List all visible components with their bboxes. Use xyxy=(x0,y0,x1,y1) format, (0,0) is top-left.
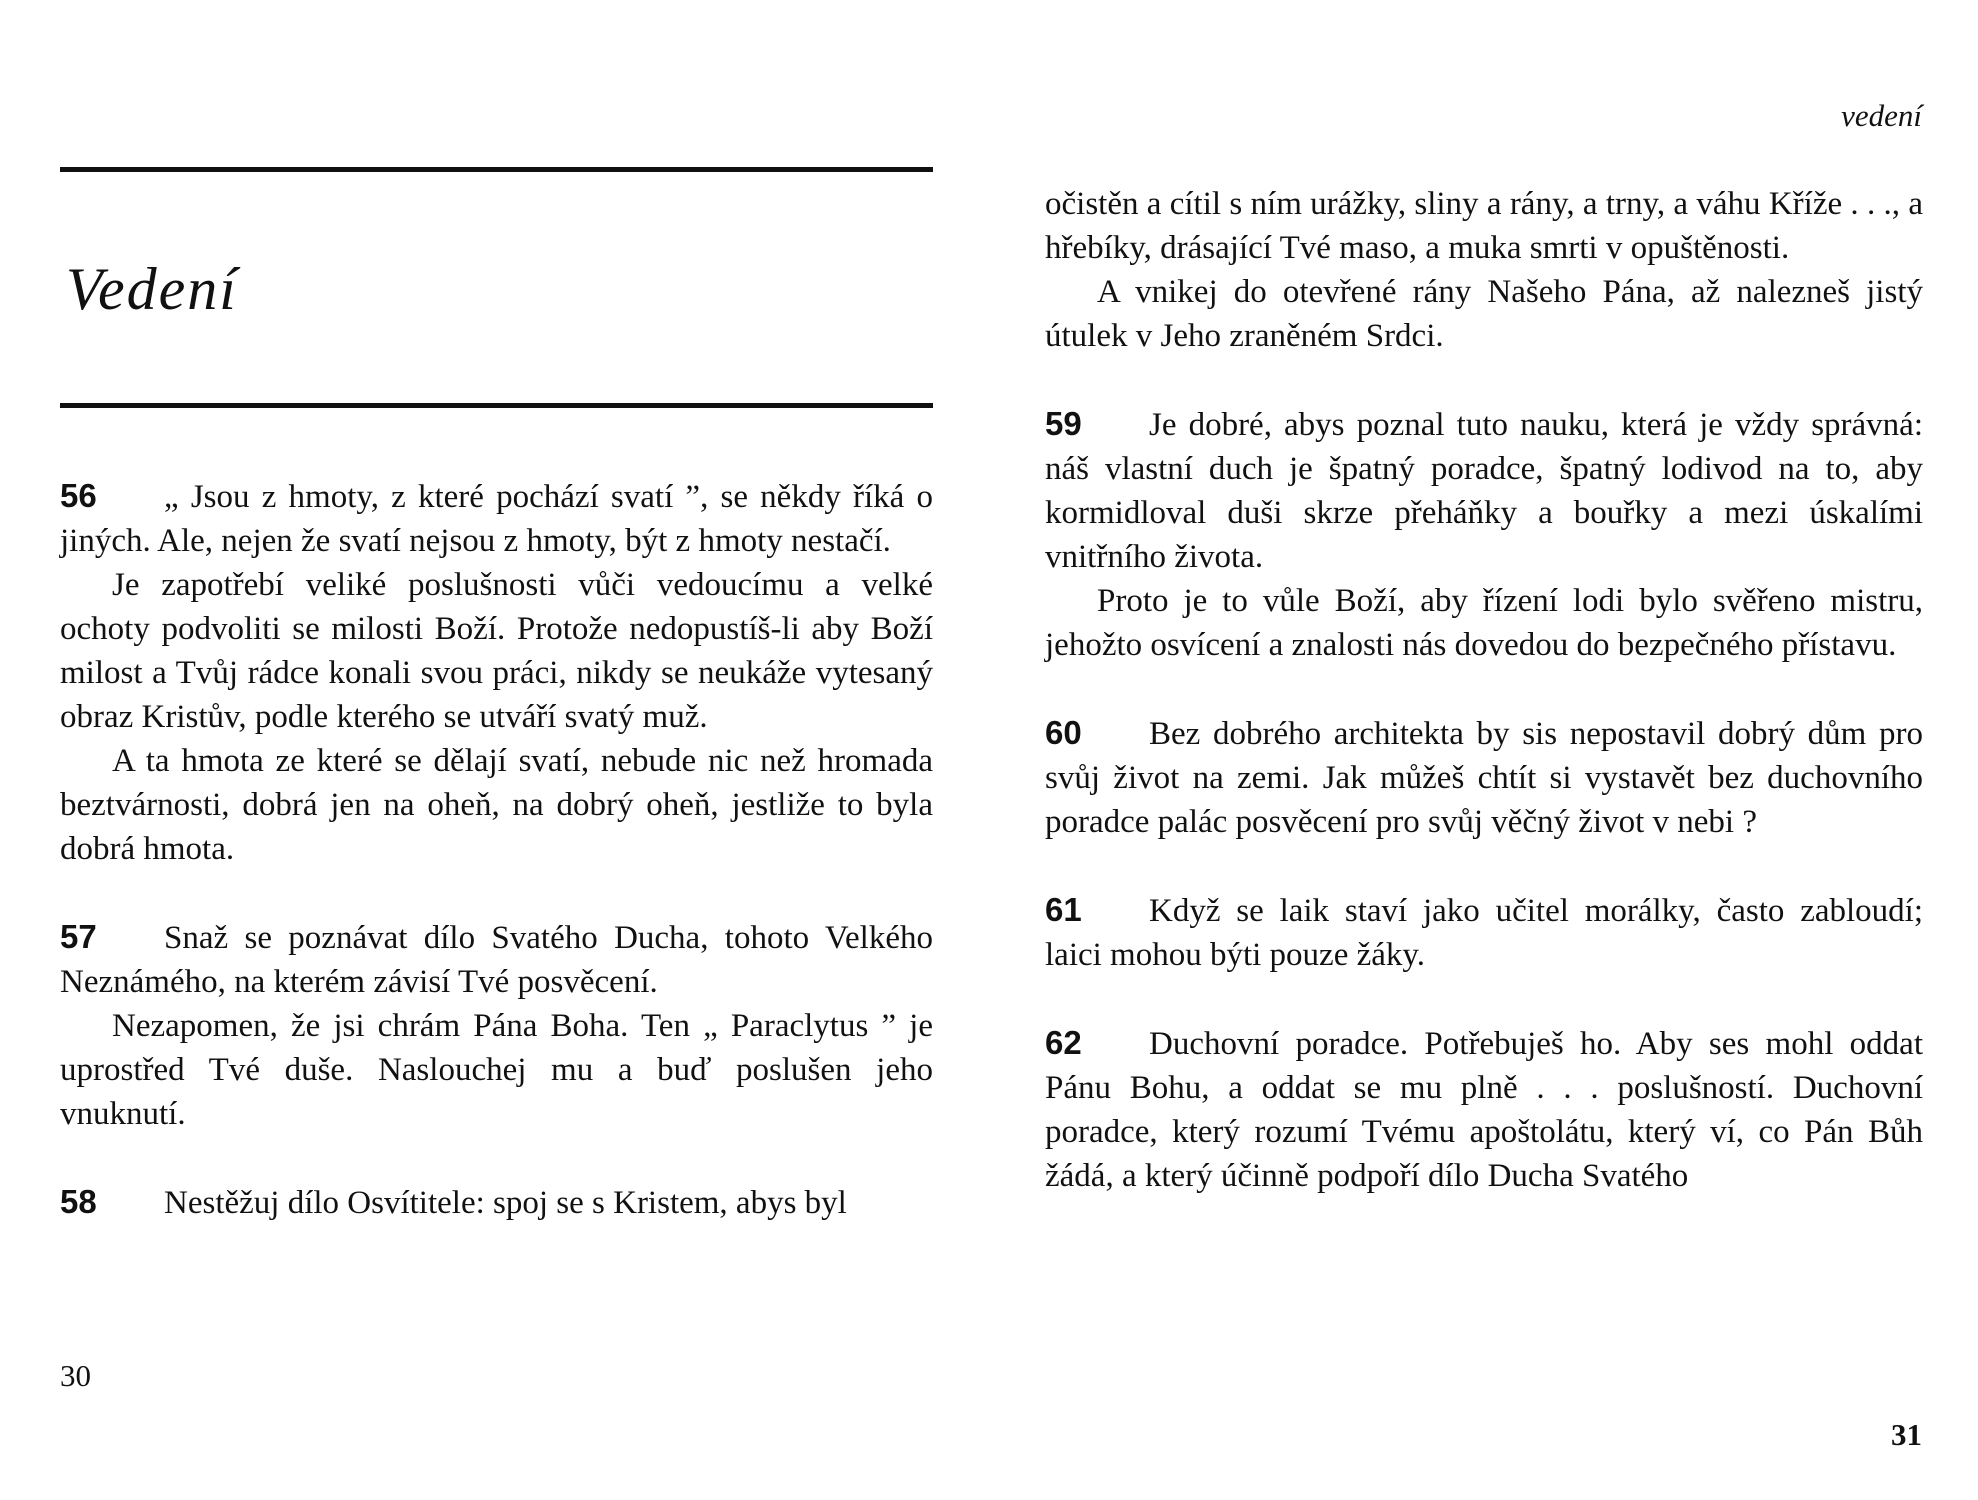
section-number: 60 xyxy=(1045,714,1082,751)
paragraph xyxy=(60,1180,933,1225)
paragraph xyxy=(1045,888,1923,977)
section-59 xyxy=(1045,402,1923,667)
section-number: 56 xyxy=(60,477,97,514)
chapter-title: Vedení xyxy=(66,256,238,322)
left-text-column xyxy=(60,474,933,1225)
section-61 xyxy=(1045,888,1923,977)
paragraph: A ta hmota ze které se dělají svatí, nebude nic než hromada beztvárnosti, dobrá jen na oheň, na dobrý oheň, jestliže to byla dobrá hmota. xyxy=(60,743,933,867)
paragraph-text: Nestěžuj dílo Osvítitele: spoj se s Kristem, abys byl xyxy=(164,1185,847,1221)
title-rule-bottom xyxy=(60,403,933,408)
section-62 xyxy=(1045,1021,1923,1198)
section-57 xyxy=(60,915,933,1136)
section-number: 61 xyxy=(1045,891,1082,928)
right-page xyxy=(989,0,1978,1500)
paragraph-text: Bez dobrého architekta by sis nepostavil dobrý dům pro svůj život na zemi. Jak můžeš chtít si vystavět bez duchovního poradce palác posvěcení pro svůj věčný život v nebi ? xyxy=(1045,716,1923,840)
section-58 xyxy=(60,1180,933,1225)
paragraph xyxy=(1045,711,1923,844)
paragraph-text: Snaž se poznávat dílo Svatého Ducha, tohoto Velkého Neznámého, na kterém závisí Tvé posvěcení. xyxy=(60,920,933,1000)
paragraph xyxy=(60,915,933,1004)
right-text-column xyxy=(1045,182,1923,1198)
paragraph-text: Duchovní poradce. Potřebuješ ho. Aby ses mohl oddat Pánu Bohu, a oddat se mu plně . . . poslušností. Duchovní poradce, který rozumí Tvému apoštolátu, který ví, co Pán Bůh žádá, a který účinně podpoří dílo Ducha Svatého xyxy=(1045,1026,1923,1194)
paragraph: Nezapomen, že jsi chrám Pána Boha. Ten „ Paraclytus ” je uprostřed Tvé duše. Naslouchej mu a buď poslušen jeho vnuknutí. xyxy=(60,1008,933,1132)
paragraph-text: Je dobré, abys poznal tuto nauku, která je vždy správná: náš vlastní duch je špatný poradce, špatný lodivod na to, aby kormidloval duši skrze přeháňky a bouřky a mezi úskalími vnitřního života. xyxy=(1045,407,1923,575)
paragraph-text: Když se laik staví jako učitel morálky, často zabloudí; laici mohou býti pouze žáky. xyxy=(1045,893,1923,973)
section-60 xyxy=(1045,711,1923,844)
paragraph: očistěn a cítil s ním urážky, sliny a rány, a trny, a váhu Kříže . . ., a hřebíky, drásající Tvé maso, a muka smrti v opuštěnosti. xyxy=(1045,186,1923,266)
paragraph xyxy=(1045,1021,1923,1198)
paragraph: Je zapotřebí veliké poslušnosti vůči vedoucímu a velké ochoty podvoliti se milosti Boží. Protože nedopustíš-li aby Boží milost a Tvůj rádce konali svou práci, nikdy se neukáže vytesaný obraz Kristův, podle kterého se utváří svatý muž. xyxy=(60,567,933,735)
section-56 xyxy=(60,474,933,871)
paragraph xyxy=(1045,402,1923,579)
paragraph: Proto je to vůle Boží, aby řízení lodi bylo svěřeno mistru, jehožto osvícení a znalosti nás dovedou do bezpečného přístavu. xyxy=(1045,583,1923,663)
section-58-continued xyxy=(1045,182,1923,358)
title-rule-top xyxy=(60,167,933,172)
page-number: 31 xyxy=(1891,1417,1922,1452)
section-number: 58 xyxy=(60,1183,97,1220)
section-number: 59 xyxy=(1045,405,1082,442)
paragraph xyxy=(60,474,933,563)
section-number: 57 xyxy=(60,918,97,955)
running-head: vedení xyxy=(1841,98,1922,133)
paragraph: A vnikej do otevřené rány Našeho Pána, až nalezneš jistý útulek v Jeho zraněném Srdci. xyxy=(1045,274,1923,354)
paragraph-text: „ Jsou z hmoty, z které pochází svatí ”, se někdy říká o jiných. Ale, nejen že svatí nejsou z hmoty, být z hmoty nestačí. xyxy=(60,479,933,559)
page-number: 30 xyxy=(60,1358,91,1393)
section-number: 62 xyxy=(1045,1024,1082,1061)
